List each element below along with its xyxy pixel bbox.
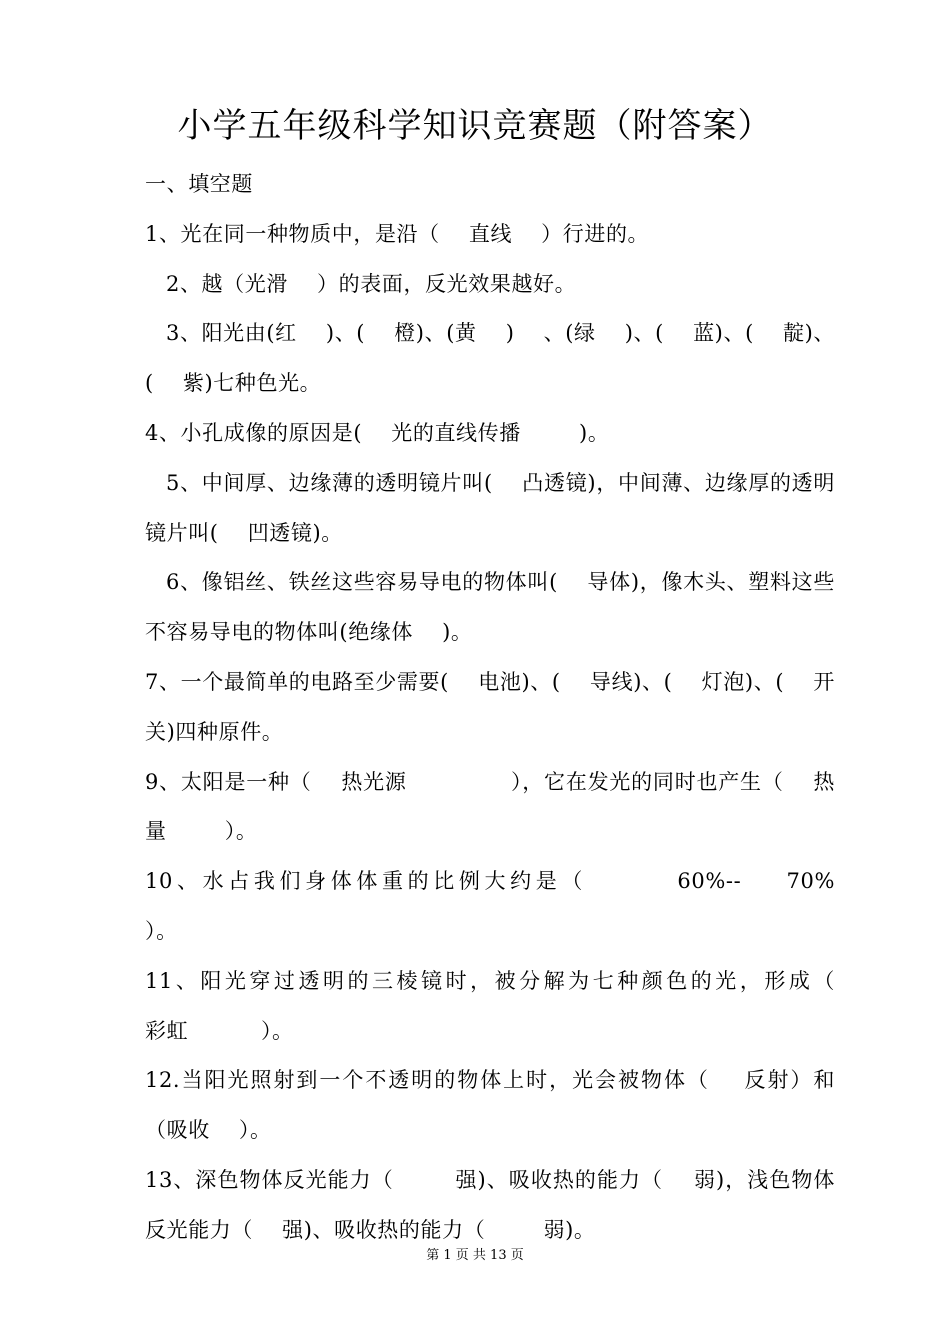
question-5: 5、中间厚、边缘薄的透明镜片叫( 凸透镜)，中间薄、边缘厚的透明镜片叫( 凹透镜)。 <box>145 470 835 545</box>
question-12: 12.当阳光照射到一个不透明的物体上时，光会被物体（ 反射）和（吸收 ）。 <box>145 1068 835 1143</box>
question-2: 2、越（光滑 ）的表面，反光效果越好。 <box>166 271 577 296</box>
question-13: 13、深色物体反光能力（ 强)、吸收热的能力（ 弱)，浅色物体反光能力（ 强)、吸收热的能力（ 弱)。 <box>145 1167 835 1242</box>
question-4: 4、小孔成像的原因是( 光的直线传播 )。 <box>145 420 610 445</box>
page-footer: 第 1 页 共 13 页 <box>426 1248 524 1263</box>
question-9: 9、太阳是一种（ 热光源 ），它在发光的同时也产生（ 热量 ）。 <box>145 769 835 844</box>
question-3: 3、阳光由(红 )、( 橙)、(黄 ) 、(绿 )、( 蓝)、( 靛)、( 紫)七种色光。 <box>145 321 835 396</box>
page-title: 小学五年级科学知识竞赛题（附答案） <box>177 106 773 146</box>
question-7: 7、一个最简单的电路至少需要( 电池)、( 导线)、( 灯泡)、( 开关)四种原件。 <box>145 669 835 744</box>
question-10: 10、水占我们身体体重的比例大约是（ 60%-- 70% ）。 <box>145 869 937 943</box>
section-heading: 一、填空题 <box>145 172 253 196</box>
question-1: 1、光在同一种物质中，是沿（ 直线 ）行进的。 <box>145 221 650 246</box>
question-6: 6、像铝丝、铁丝这些容易导电的物体叫( 导体)，像木头、塑料这些不容易导电的物体叫(绝缘体 )。 <box>145 570 835 645</box>
question-11: 11、阳光穿过透明的三棱镜时，被分解为七种颜色的光，形成（ 彩虹 ）。 <box>145 968 923 1043</box>
document-body <box>145 160 937 1256</box>
